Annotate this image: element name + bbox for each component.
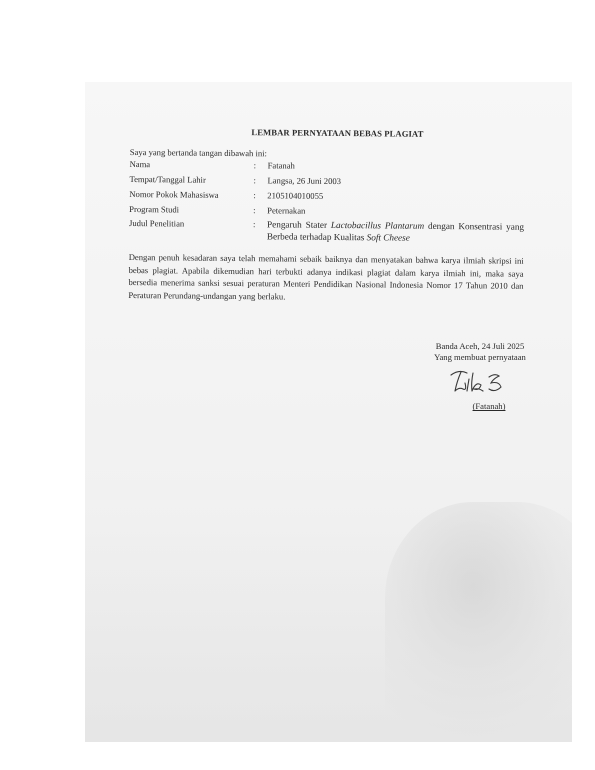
field-row-ttl bbox=[129, 174, 524, 189]
document-body bbox=[128, 126, 525, 305]
field-separator: : bbox=[253, 190, 256, 201]
judul-value bbox=[267, 220, 524, 245]
field-separator: : bbox=[253, 219, 256, 230]
judul-text-1: Pengaruh Stater bbox=[267, 219, 331, 231]
field-value: 2105104010055 bbox=[267, 190, 324, 201]
field-label: Tempat/Tanggal Lahir bbox=[129, 174, 206, 185]
field-separator: : bbox=[253, 160, 257, 171]
field-label: Program Studi bbox=[129, 203, 180, 215]
signer-name: (Fatanah) bbox=[472, 401, 506, 412]
field-value: Fatanah bbox=[267, 160, 295, 172]
handwritten-signature bbox=[445, 367, 515, 397]
field-row-prodi bbox=[129, 204, 524, 219]
statement-paragraph: Dengan penuh kesadaran saya telah memahami sebaik baiknya dan menyatakan bahwa karya ilmiah skripsi ini bebas plagiat. Apabila dikemudian hari terbukti adanya indikasi plagiat dalam karya ilmiah ini, maka saya bersedia menerima sanksi sesuai peraturan Menteri Pendidikan Nasional Indonesia Nomor 17 Tahun 2010 dan Peraturan Perundang-undangan yang berlaku. bbox=[128, 252, 524, 302]
intro-line: Saya yang bertanda tangan dibawah ini: bbox=[129, 146, 268, 159]
field-label: Nomor Pokok Mahasiswa bbox=[129, 188, 219, 200]
signature-block bbox=[420, 341, 540, 413]
field-value: Peternakan bbox=[267, 204, 306, 216]
judul-text-2: dengan Konsentrasi yang Berbeda terhadap Kualitas bbox=[266, 221, 525, 243]
shadow-gradient bbox=[85, 512, 572, 742]
field-row-nama bbox=[130, 159, 525, 174]
field-row-judul bbox=[129, 218, 524, 245]
judul-italic-1: Lactobacillus Plantarum bbox=[330, 220, 425, 232]
field-label: Judul Penelitian bbox=[129, 218, 185, 229]
field-separator: : bbox=[253, 204, 256, 215]
signature-caption: Yang membuat pernyataan bbox=[434, 352, 526, 363]
document-title: LEMBAR PERNYATAAN BEBAS PLAGIAT bbox=[251, 127, 424, 139]
judul-italic-2: Soft Cheese bbox=[366, 232, 410, 243]
field-separator: : bbox=[253, 175, 256, 186]
field-label: Nama bbox=[129, 159, 151, 170]
place-date: Banda Aceh, 24 Juli 2025 bbox=[435, 341, 525, 351]
field-row-npm bbox=[129, 189, 524, 204]
field-value: Langsa, 26 Juni 2003 bbox=[267, 175, 342, 187]
